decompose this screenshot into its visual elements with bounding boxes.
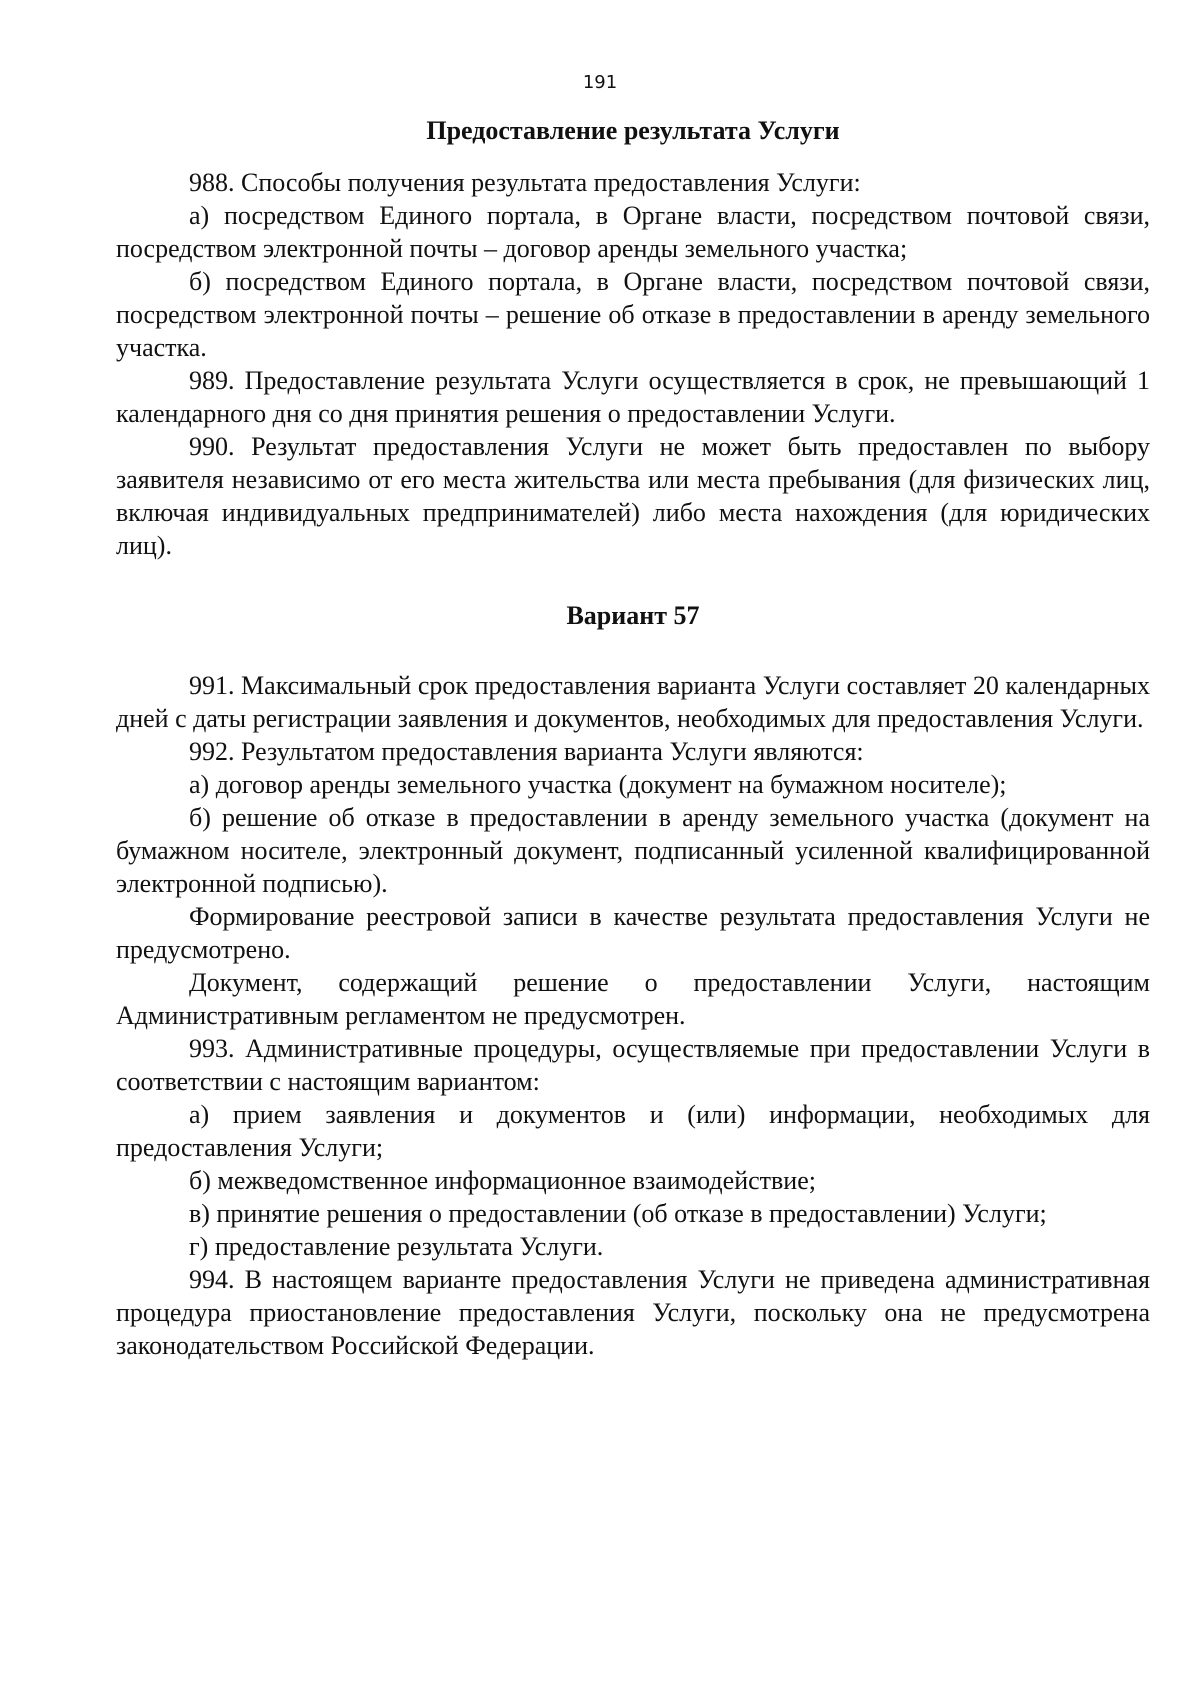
paragraph-991: 991. Максимальный срок предоставления варианта Услуги составляет 20 календарных дней с даты регистрации заявления и документов, необходимых для предоставления Услуги. — [116, 671, 1150, 733]
paragraph-989: 989. Предоставление результата Услуги осуществляется в срок, не превышающий 1 календарного дня со дня принятия решения о предоставлении Услуги. — [116, 366, 1150, 428]
paragraph-992-b: б) решение об отказе в предоставлении в аренду земельного участка (документ на бумажном носителе, электронный документ, подписанный усиленной квалифицированной электронной подписью). — [116, 803, 1150, 898]
section-heading-result: Предоставление результата Услуги — [426, 116, 840, 145]
paragraph-registry-note: Формирование реестровой записи в качестве результата предоставления Услуги не предусмотрено. — [116, 902, 1150, 964]
paragraph-992-a: а) договор аренды земельного участка (документ на бумажном носителе); — [189, 770, 1007, 799]
page-number: 191 — [582, 72, 618, 93]
paragraph-992: 992. Результатом предоставления варианта Услуги являются: — [189, 737, 864, 766]
paragraph-993-b: б) межведомственное информационное взаимодействие; — [189, 1166, 816, 1195]
paragraph-988-b: б) посредством Единого портала, в Органе власти, посредством почтовой связи, посредством электронной почты – решение об отказе в предоставлении в аренду земельного участка. — [116, 267, 1150, 362]
paragraph-document-note: Документ, содержащий решение о предоставлении Услуги, настоящим Административным регламентом не предусмотрен. — [116, 968, 1150, 1030]
paragraph-993-c: в) принятие решения о предоставлении (об отказе в предоставлении) Услуги; — [189, 1199, 1047, 1228]
paragraph-993-a: а) прием заявления и документов и (или) информации, необходимых для предоставления Услуги; — [116, 1100, 1150, 1162]
section-heading-variant: Вариант 57 — [566, 601, 700, 630]
document-body — [116, 114, 1150, 1362]
paragraph-988-a: а) посредством Единого портала, в Органе власти, посредством почтовой связи, посредством электронной почты – договор аренды земельного участка; — [116, 201, 1150, 263]
paragraph-993-d: г) предоставление результата Услуги. — [189, 1232, 604, 1261]
paragraph-990: 990. Результат предоставления Услуги не может быть предоставлен по выбору заявителя независимо от его места жительства или места пребывания (для физических лиц, включая индивидуальных предпринимателей) либо места нахождения (для юридических лиц). — [116, 432, 1150, 560]
paragraph-993: 993. Административные процедуры, осуществляемые при предоставлении Услуги в соответствии с настоящим вариантом: — [116, 1034, 1150, 1096]
paragraph-994: 994. В настоящем варианте предоставления Услуги не приведена административная процедура приостановление предоставления Услуги, поскольку она не предусмотрена законодательством Российской Федерации. — [116, 1265, 1150, 1360]
paragraph-988: 988. Способы получения результата предоставления Услуги: — [189, 168, 861, 197]
